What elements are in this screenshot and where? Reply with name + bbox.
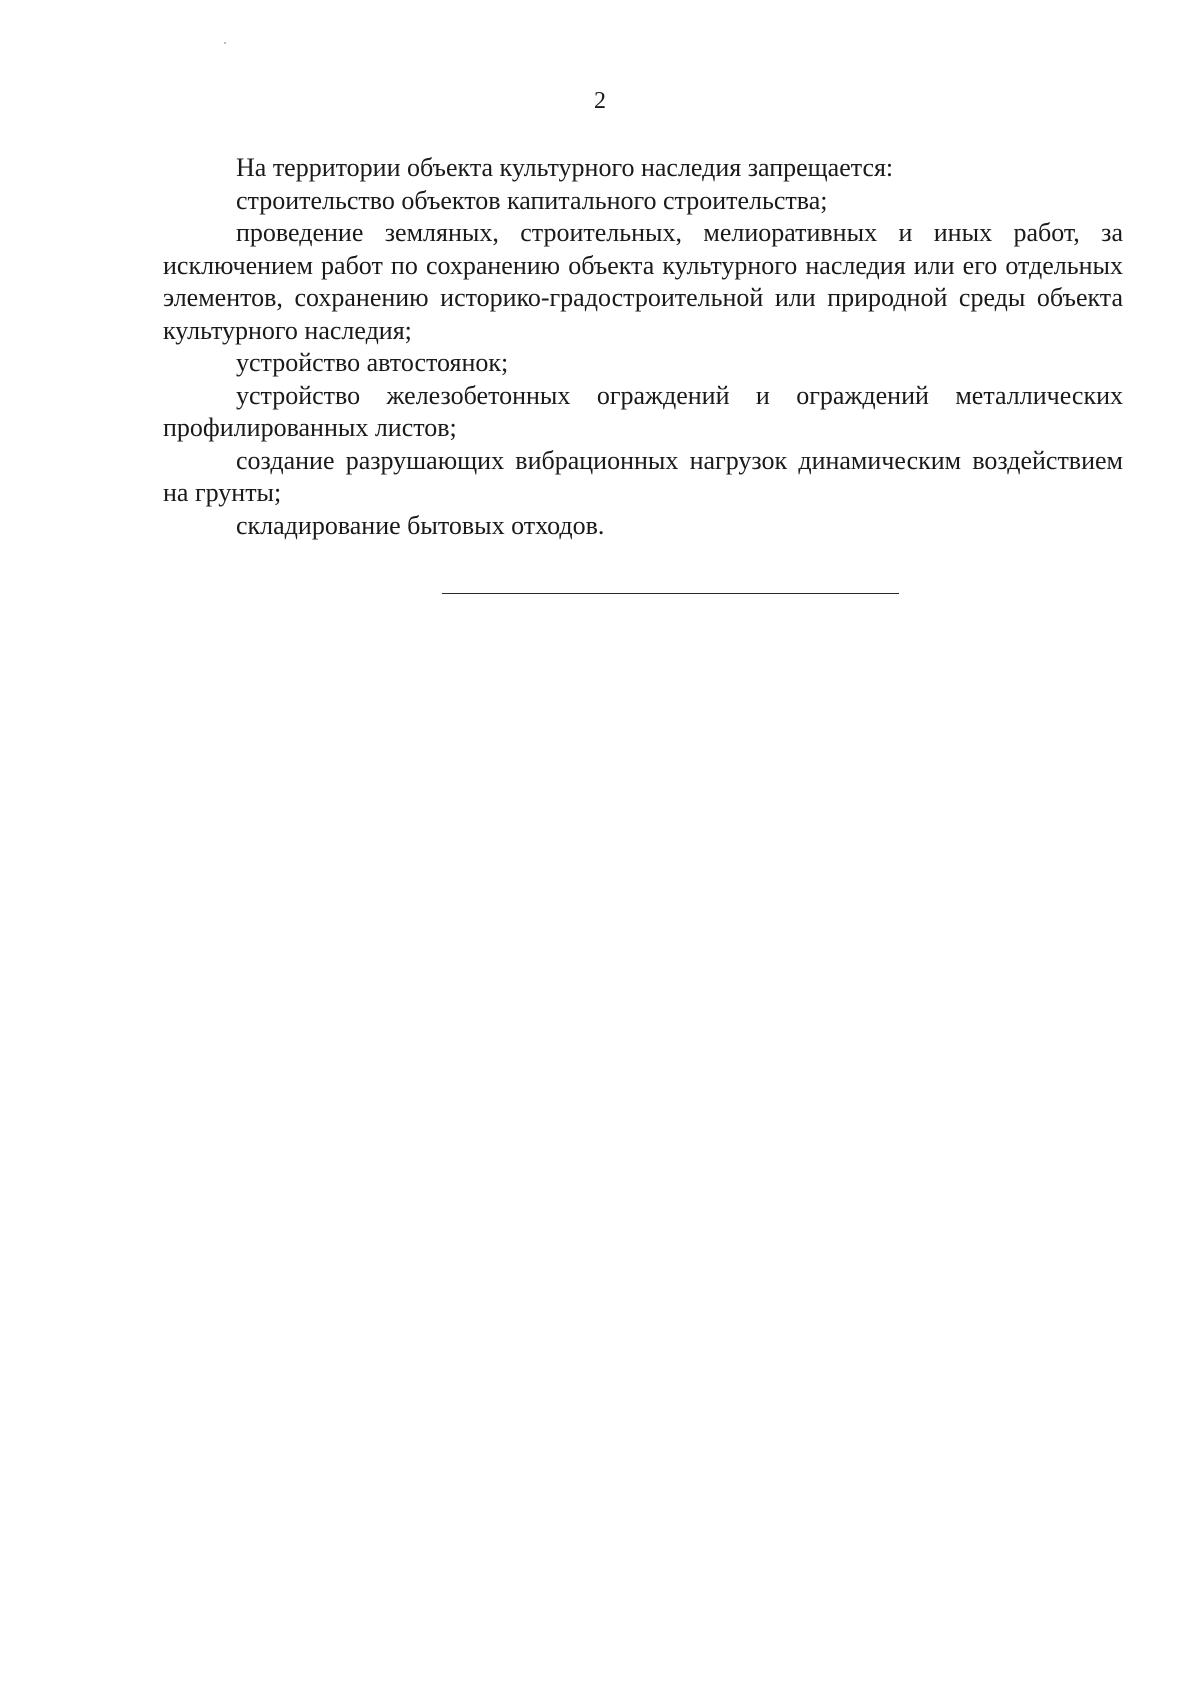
paragraph-prohibitions-intro: На территории объекта культурного наследия запрещается:	[236, 153, 894, 182]
paragraph-fences: устройство железобетонных ограждений и ограждений металлических профилированных листов;	[163, 380, 1123, 442]
paragraph-parking: устройство автостоянок;	[236, 348, 509, 377]
paragraph-waste-storage: складирование бытовых отходов.	[236, 510, 605, 540]
paragraph-vibration-loads: создание разрушающих вибрационных нагрузок динамическим воздействием на грунты;	[163, 445, 1123, 507]
paragraph-earthworks: проведение земляных, строительных, мелиоративных и иных работ, за исключением работ по сохранению объекта культурного наследия или его отдельных элементов, сохранению историко-градостроительной или природной среды объекта культурного наследия;	[163, 218, 1123, 345]
paragraph-capital-construction: строительство объектов капитального строительства;	[236, 185, 828, 215]
document-body	[163, 152, 1123, 542]
scan-speck	[224, 42, 226, 44]
end-divider	[442, 593, 899, 594]
page-number: 2	[594, 88, 606, 114]
